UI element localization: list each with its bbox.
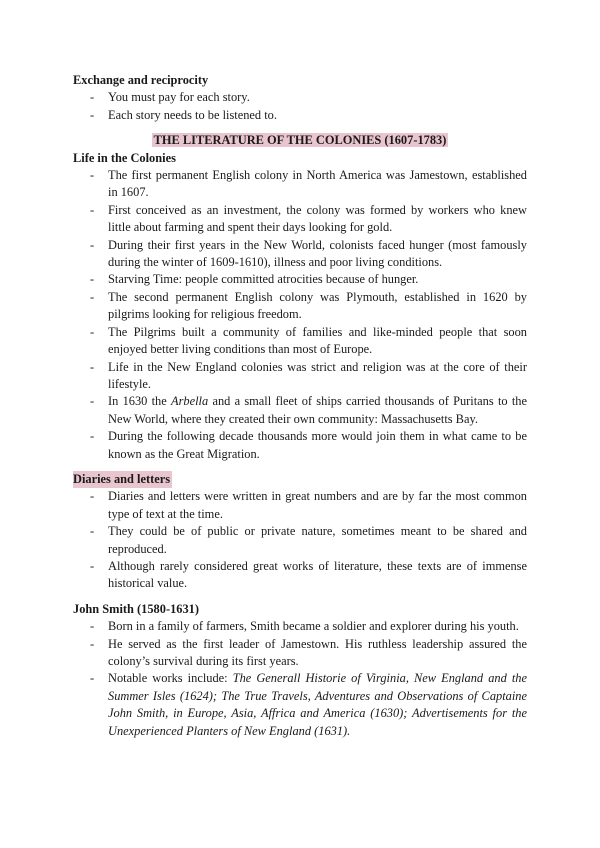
literature-title: [73, 132, 527, 149]
list-item: - The second permanent English colony was Plymouth, established in 1620 by pilgrims looking for religious freedom.: [73, 289, 527, 324]
list-item: - Life in the New England colonies was strict and religion was at the core of their lifestyle.: [73, 359, 527, 394]
arbella-ship-name: Arbella: [171, 394, 209, 409]
works-titles: The Generall Historie of Virginia, New England and the Summer Isles (1624); The True Travels, Adventures and Observations of Captaine John Smith, in Europe, Asia, Affrica and America (1630); Advertisements for the Unexperienced Planters of New England (1631).: [108, 671, 527, 738]
list-item: - Although rarely considered great works of literature, these texts are of immense historical value.: [73, 558, 527, 593]
list-item: - Diaries and letters were written in great numbers and are by far the most common type of text at the time.: [73, 488, 527, 523]
list-item: - Starving Time: people committed atrocities because of hunger.: [73, 271, 527, 288]
arbella-before: In 1630 the: [108, 394, 172, 409]
list-item: - He served as the first leader of Jamestown. His ruthless leadership assured the colony’s survival during its first years.: [73, 636, 527, 671]
list-life: [73, 167, 527, 463]
list-item: - They could be of public or private nature, sometimes meant to be shared and reproduced.: [73, 523, 527, 558]
arbella-after: and a small fleet of ships carried thousands of Puritans to the New World, where they created their own community: Massachusetts Bay.: [108, 394, 527, 426]
list-item-works: [73, 670, 527, 740]
heading-diaries: Diaries and letters: [73, 471, 172, 488]
list-item: - The first permanent English colony in North America was Jamestown, established in 1607.: [73, 167, 527, 202]
list-item: - During their first years in the New World, colonists faced hunger (most famously during the winter of 1609-1610), illness and poor living conditions.: [73, 237, 527, 272]
works-intro: Notable works include:: [108, 671, 233, 686]
heading-life: Life in the Colonies: [73, 150, 176, 165]
list-smith: [73, 618, 527, 740]
heading-smith: John Smith (1580-1631): [73, 601, 199, 616]
list-item: - First conceived as an investment, the colony was formed by workers who knew little about farming and spent their days looking for gold.: [73, 202, 527, 237]
list-item-arbella: [73, 393, 527, 428]
list-item: - The Pilgrims built a community of families and like-minded people that soon enjoyed better living conditions than most of Europe.: [73, 324, 527, 359]
list-item: - Each story needs to be listened to.: [73, 107, 527, 124]
literature-title-text: THE LITERATURE OF THE COLONIES (1607-1783): [153, 133, 447, 148]
list-item: - During the following decade thousands more would join them in what came to be known as the Great Migration.: [73, 428, 527, 463]
heading-exchange: Exchange and reciprocity: [73, 73, 209, 87]
list-exchange: [73, 89, 527, 124]
document-content: [73, 72, 527, 740]
list-item: - You must pay for each story.: [73, 89, 527, 106]
list-diaries: [73, 488, 527, 592]
list-item: - Born in a family of farmers, Smith became a soldier and explorer during his youth.: [73, 618, 527, 635]
